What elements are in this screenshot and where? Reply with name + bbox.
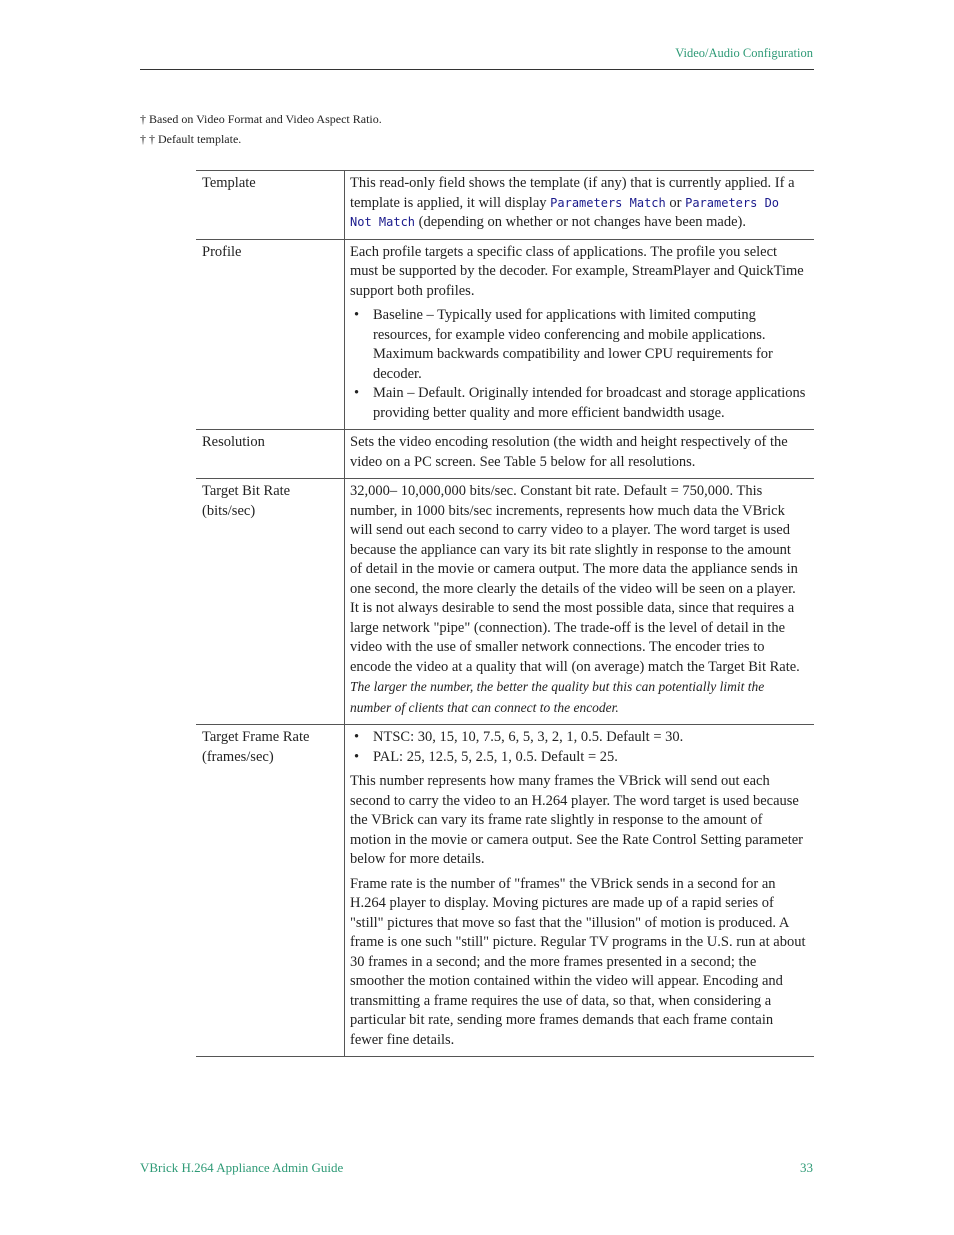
table-row-framerate [196,725,814,1057]
text-run: 32,000– 10,000,000 bits/sec. Constant bit rate. Default = 750,000. This number, in 1000 bits/sec increments, represents how much data the VBrick will send out each second to carry video to a player. The word target is used because the appliance can vary its bit rate slightly in response to the amount of detail in the movie or camera output. The more data the appliance sends in one second, the more clearly the details of the video will be seen on a player. It is not always desirable to send the most possible data, since that requires a large network "pipe" (connection). The trade-off is the level of detail in the video with the use of smaller network connections. The encoder tries to encode the video at a quality that will (on average) match the Target Bit Rate. [350,483,800,675]
bullet-icon: • [354,748,360,765]
code-parameters-match: Parameters Match [550,195,666,210]
list-item-text: NTSC: 30, 15, 10, 7.5, 6, 5, 3, 2, 1, 0.5. Default = 30. [373,729,684,745]
param-description [345,725,814,1056]
footnote-1: † Based on Video Format and Video Aspect Ratio. [140,112,382,126]
param-label: Resolution [196,430,345,478]
header-rule [140,69,814,70]
bullet-icon: • [354,385,360,401]
bitrate-note: The larger the number, the better the quality but this can potentially limit the number of clients that can connect to the encoder. [350,679,765,715]
running-header: Video/Audio Configuration [675,46,813,60]
list-item [350,748,806,768]
code-parameters-do-not-match: Parameters Do Not Match [350,195,780,229]
footnotes [140,109,382,149]
list-item [350,384,806,423]
resolution-text: Sets the video encoding resolution (the width and height respectively of the video on a PC screen. See Table 5 below for all resolutions. [350,434,788,470]
text-run: (depending on whether or not changes have been made). [415,214,746,230]
parameter-table [196,170,814,1057]
template-text [350,174,806,233]
param-description [345,479,814,724]
profile-intro: Each profile targets a specific class of applications. The profile you select must be supported by the decoder. For example, StreamPlayer and QuickTime support both profiles. [350,243,804,299]
list-item-text: Baseline – Typically used for applications with limited computing resources, for example video conferencing and mobile applications. Maximum backwards compatibility and lower CPU requirements for decoder. [373,307,773,382]
framerate-para-1: This number represents how many frames the VBrick will send out each second to carry the video to an H.264 player. The word target is used because the VBrick can vary its frame rate slightly in response to the amount of motion in the movie or camera output. See the Rate Control Setting parameter below for more details. [350,773,804,867]
profile-bullets [350,306,806,423]
param-description [345,171,814,239]
list-item [350,306,806,384]
list-item-text: Main – Default. Originally intended for broadcast and storage applications providing better quality and more efficient bandwidth usage. [373,385,806,421]
param-description [345,430,814,478]
footnote-2: † † Default template. [140,132,242,146]
param-label: Target Bit Rate (bits/sec) [196,479,345,724]
param-label: Template [196,171,345,239]
bitrate-text [350,482,806,718]
param-label: Profile [196,240,345,430]
table-row-bitrate [196,479,814,725]
text-run: or [665,194,686,211]
bullet-icon: • [354,307,360,323]
param-description [345,240,814,430]
table-row-profile [196,240,814,431]
list-item-text: PAL: 25, 12.5, 5, 2.5, 1, 0.5. Default = 25. [373,748,618,765]
table-row-template [196,171,814,240]
footer-title: VBrick H.264 Appliance Admin Guide [140,1160,344,1175]
page-number: 33 [800,1160,813,1175]
framerate-para-2: Frame rate is the number of "frames" the VBrick sends in a second for an H.264 player to display. Moving pictures are made up of a rapid series of "still" pictures that move so fast that the "illusion" of motion is produced. A frame is one such "still" picture. Regular TV programs in the U.S. run at about 30 frames in a second; and the more frames presented in a second; the smoother the motion contained within the video will appear. Encoding and transmitting a frame requires the use of data, so that, when considering a particular bit rate, sending more frames demands that each frame contain fewer fine details. [350,875,806,1048]
table-row-resolution [196,430,814,479]
list-item [350,728,806,748]
framerate-bullets [350,728,806,767]
text-run: This read-only field shows the template (if any) that is currently applied. If a template is applied, it will display [350,175,795,211]
bullet-icon: • [354,729,360,745]
param-label: Target Frame Rate (frames/sec) [196,725,345,1056]
